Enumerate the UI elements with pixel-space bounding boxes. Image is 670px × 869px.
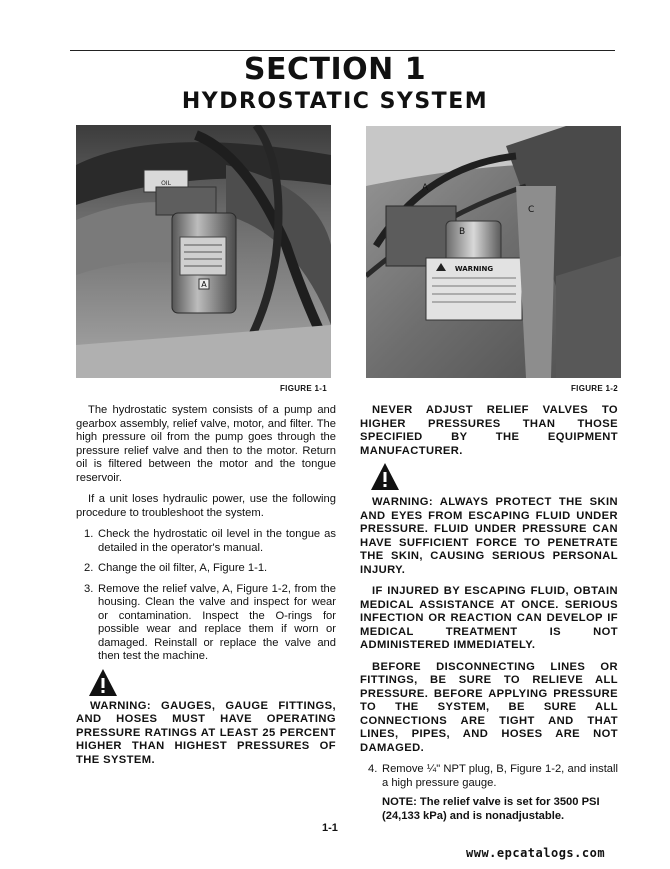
step-number: 3. [84,582,94,595]
gauge-warning: WARNING: GAUGES, GAUGE FITTINGS, AND HOSES MUST HAVE OPERATING PRESSURE RATINGS AT LEAST 25 PERCENT HIGHER THAN HIGHEST PRESSURES OF THE SYSTEM. [76,699,336,766]
section-subtitle: HYDROSTATIC SYSTEM [181,89,489,114]
figure-1-2-label-c: C [528,205,535,215]
step-number: 2. [84,562,94,574]
step-text: Check the hydrostatic oil level in the tongue as detailed in the operator's manual. [98,528,336,554]
step-text: Remove the relief valve, A, Figure 1-2, from the housing. Clean the valve and inspect for wear or contamination. Inspect the O-rings for possible wear and replace them if worn or damaged. Reinstall or replace the valve and then test the machine. [98,582,336,662]
header-rule [70,50,615,51]
right-column [360,404,618,823]
relief-valve-note: NOTE: The relief valve is set for 3500 PSI (24,133 kPa) and is nonadjustable. [382,796,600,822]
page-number: 1-1 [322,822,338,834]
left-column [76,404,336,767]
warning-triangle-icon [370,462,400,492]
figure-1-2-warning-plate: WARNING [454,265,494,273]
step-number: 1. [84,528,94,540]
figure-1-2-photo [366,126,621,378]
figure-1-1-label-a: A [201,280,207,289]
skin-warning: WARNING: ALWAYS PROTECT THE SKIN AND EYES FROM ESCAPING FLUID UNDER PRESSURE. FLUID UNDER PRESSURE CAN HAVE SUFFICIENT FORCE TO PENETRATE THE SKIN, CAUSING SERIOUS PERSONAL INJURY. [360,496,618,576]
figure-1-2-label-b: B [459,227,466,237]
injury-notice: IF INJURED BY ESCAPING FLUID, OBTAIN MEDICAL ASSISTANCE AT ONCE. SERIOUS INFECTION OR REACTION CAN DEVELOP IF MEDICAL TREATMENT IS NOT ADMINISTERED IMMEDIATELY. [360,585,618,651]
disconnect-caution: BEFORE DISCONNECTING LINES OR FITTINGS, BE SURE TO RELIEVE ALL PRESSURE. BEFORE APPLYING PRESSURE TO THE SYSTEM, BE SURE ALL CONNECTIONS ARE TIGHT AND THAT LINES, PIPES, AND HOSES ARE NOT DAMAGED. [360,660,618,754]
relief-valve-caution: NEVER ADJUST RELIEF VALVES TO HIGHER PRESSURES THAN THOSE SPECIFIED BY THE EQUIPMENT MANUFACTURER. [360,404,618,457]
step-text: Change the oil filter, A, Figure 1-1. [98,562,268,574]
svg-text:OIL: OIL [161,180,171,187]
section-title: SECTION 1 [243,52,427,87]
step-3 [76,583,336,664]
figure-1-2-caption: FIGURE 1-2 [571,384,619,393]
website-watermark: www.epcatalogs.com [466,846,606,860]
procedure-intro: If a unit loses hydraulic power, use the following procedure to troubleshoot the system. [76,493,336,519]
step-4 [360,763,618,790]
figure-1-1-photo [76,125,331,378]
figure-1-1-caption: FIGURE 1-1 [280,384,328,393]
intro-paragraph: The hydrostatic system consists of a pump and gearbox assembly, relief valve, motor, and filter. The high pressure oil from the pump goes through the pressure relief valve and then to the motor. Return oil is filtered between the motor and the tongue reservoir. [76,404,336,484]
warning-triangle-icon [88,668,118,698]
step-number: 4. [368,763,378,775]
step-1 [76,528,336,555]
figure-1-2-label-a: A [422,183,429,193]
step-2 [76,562,336,576]
step-text: Remove ¼" NPT plug, B, Figure 1-2, and install a high pressure gauge. [382,763,618,789]
